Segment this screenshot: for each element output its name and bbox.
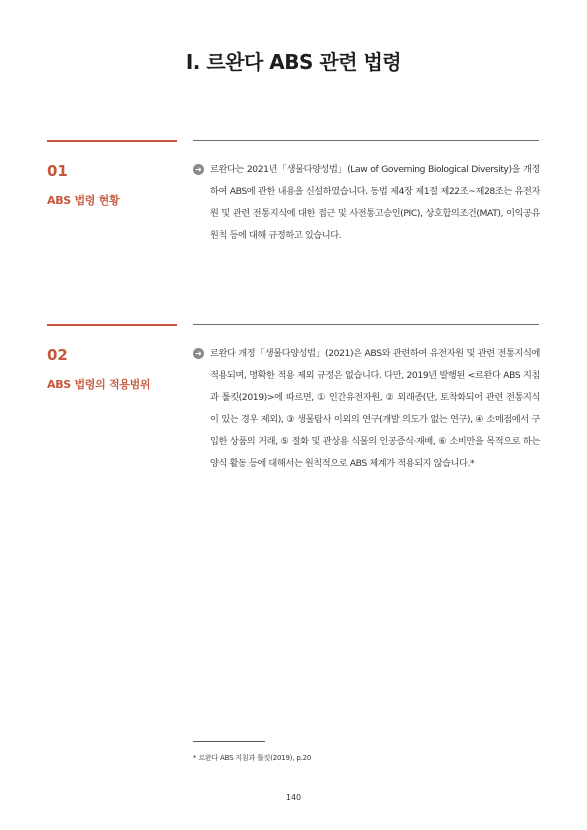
page-number: 140 (285, 793, 302, 802)
section-body: 르완다 개정「생물다양성법」(2021)은 ABS와 관련하여 유전자원 및 관련 전통지식에 적용되며, 명확한 적용 제외 규정은 없습니다. 다만, 2019년 발행된 <르완다 ABS 지침과 툴킷(2019)>에 따르면, ① 인간유전자원, ② 외래종(단, 토착화되어 관련 전통지식이 있는 경우 제외), ③ 생물탐사 이외의 연구(개발 의도가 없는 연구), ④ 소매점에서 구입한 상품의 거래, ⑤ 절화 및 관상용 식물의 인공증식·재배, ⑥ 소비만을 목적으로 하는 양식 활동 등에 대해서는 원칙적으로 ABS 체계가 적용되지 않습니다.* (210, 348, 540, 469)
section-divider (193, 140, 539, 141)
section-number: 02 (47, 346, 68, 364)
page-title: Ⅰ. 르완다 ABS 관련 법령 (185, 50, 402, 74)
arrow-circle-icon: ➔ (193, 348, 204, 359)
footnote-rule (193, 741, 265, 742)
section-label: ABS 법령 현황 (47, 194, 120, 207)
section-accent-rule (47, 324, 177, 326)
section-divider (193, 324, 539, 325)
section-accent-rule (47, 140, 177, 142)
section-label: ABS 법령의 적용범위 (47, 378, 151, 391)
section-body: 르완다는 2021년「생물다양성법」(Law of Governing Biological Diversity)을 개정하여 ABS에 관한 내용을 신설하였습니다. 동법 제4장 제1절 제22조~제28조는 유전자원 및 관련 전통지식에 대한 접근 및 사전통고승인(PIC), 상호합의조건(MAT), 이익공유원칙 등에 대해 규정하고 있습니다. (210, 164, 540, 241)
section-number: 01 (47, 162, 68, 180)
footnote: * 르완다 ABS 지침과 툴킷(2019), p.20 (193, 754, 312, 762)
arrow-circle-icon: ➔ (193, 164, 204, 175)
